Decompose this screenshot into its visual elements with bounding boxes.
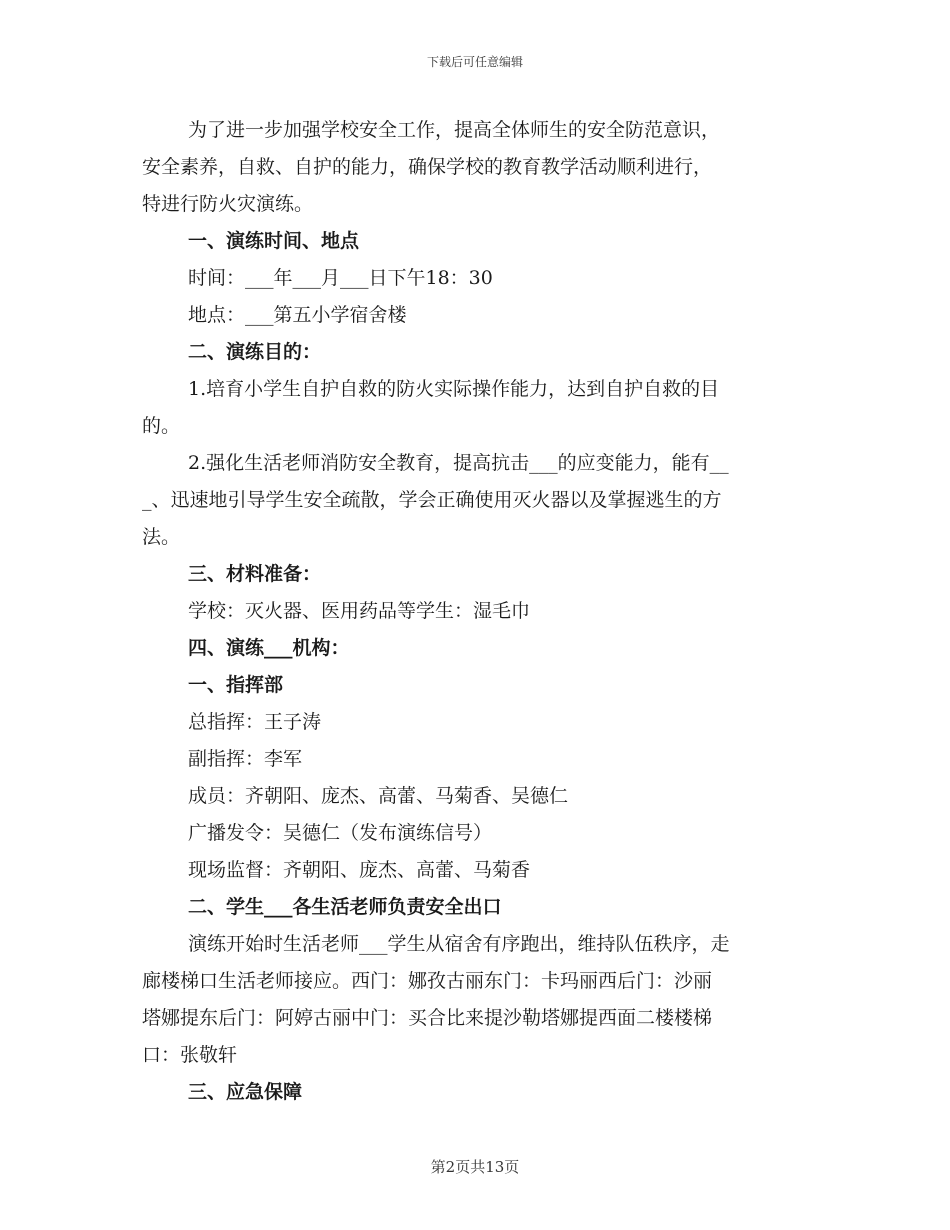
page-footer: 第2页共13页 [430, 1158, 520, 1176]
time-line: 时间：___年___月___日下午18：30 [188, 267, 493, 289]
intro-line-2: 安全素养，自救、自护的能力，确保学校的教育教学活动顺利进行， [142, 156, 713, 178]
section-title-organization: 四、演练___机构： [188, 637, 350, 659]
intro-line-1: 为了进一步加强学校安全工作，提高全体师生的安全防范意识， [188, 119, 721, 141]
purpose-1-line-1: 1.培育小学生自护自救的防火实际操作能力，达到自护自救的目 [188, 378, 720, 400]
section-title-purpose: 二、演练目的： [188, 341, 322, 363]
purpose-2-line-3: 法。 [142, 526, 181, 548]
purpose-2-line-2: _、迅速地引导学生安全疏散，学会正确使用灭火器以及掌握逃生的方 [142, 489, 722, 511]
subsection-title-command: 一、指挥部 [188, 674, 284, 696]
materials-line: 学校：灭火器、医用药品等学生：湿毛巾 [188, 600, 531, 622]
intro-line-3: 特进行防火灾演练。 [142, 193, 314, 215]
drill-text-line-2: 廊楼梯口生活老师接应。西门：娜孜古丽东门：卡玛丽西后门：沙丽 [142, 970, 713, 992]
drill-text-line-4: 口：张敬轩 [142, 1044, 238, 1066]
section-title-materials: 三、材料准备： [188, 563, 322, 585]
purpose-2-line-1: 2.强化生活老师消防安全教育，提高抗击___的应变能力，能有__ [188, 452, 729, 474]
broadcast-line: 广播发令：吴德仁（发布演练信号） [188, 822, 493, 844]
purpose-1-line-2: 的。 [142, 415, 181, 437]
drill-text-line-1: 演练开始时生活老师___学生从宿舍有序跑出，维持队伍秩序，走 [188, 933, 730, 955]
section-title-time-place: 一、演练时间、地点 [188, 230, 360, 252]
subsection-title-emergency: 三、应急保障 [188, 1081, 303, 1103]
document-body [142, 112, 807, 1111]
page-header: 下载后可任意编辑 [426, 55, 523, 69]
members-line: 成员：齐朝阳、庞杰、高蕾、马菊香、吴德仁 [188, 785, 569, 807]
supervision-line: 现场监督：齐朝阳、庞杰、高蕾、马菊香 [188, 859, 531, 881]
deputy-line: 副指挥：李军 [188, 748, 303, 770]
drill-text-line-3: 塔娜提东后门：阿婷古丽中门：买合比来提沙勒塔娜提西面二楼楼梯 [142, 1007, 713, 1029]
subsection-title-students: 二、学生___各生活老师负责安全出口 [188, 896, 502, 918]
commander-line: 总指挥：王子涛 [188, 711, 322, 733]
place-line: 地点：___第五小学宿舍楼 [188, 304, 407, 326]
